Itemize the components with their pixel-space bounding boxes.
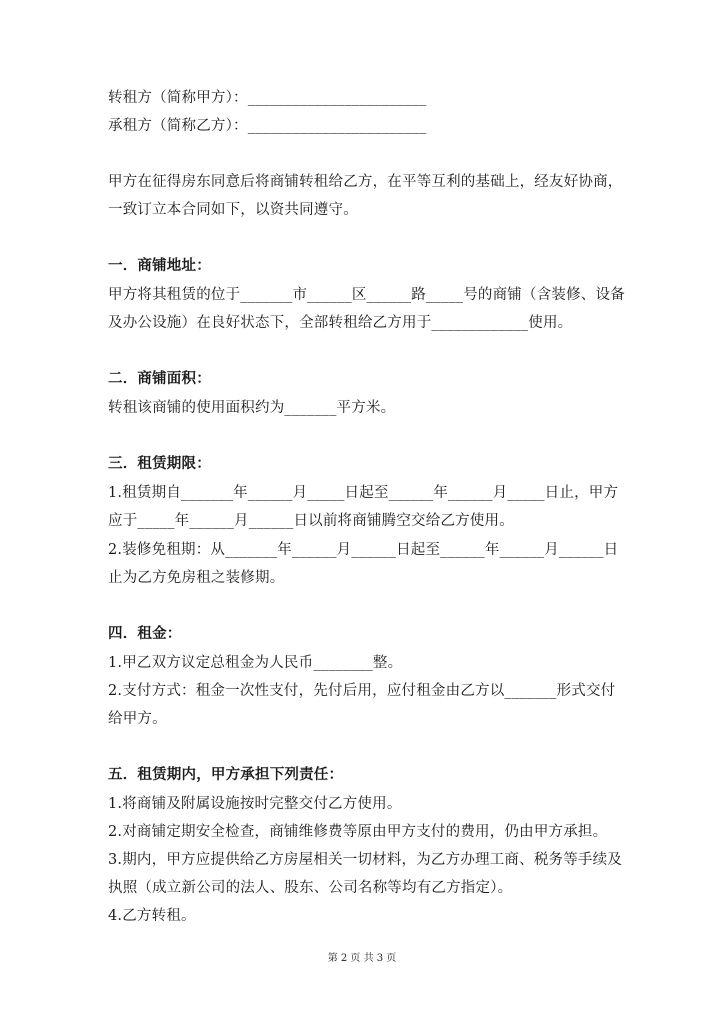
intro-line-1: 甲方在征得房东同意后将商铺转租给乙方，在平等互利的基础上，经友好协商， [108, 174, 623, 190]
section-5-heading: 五．租赁期内，甲方承担下列责任： [108, 766, 344, 783]
section-2-heading: 二．商铺面积： [108, 370, 211, 387]
section-1-line-1: 甲方将其租赁的位于_______市______区______路_____号的商铺（含装修、设备 [108, 287, 625, 303]
section-3-heading: 三．租赁期限： [108, 455, 211, 472]
sublessor-line: 转租方（简称甲方）：________________________ [108, 90, 427, 106]
sublessee-line: 承租方（简称乙方）：________________________ [108, 118, 427, 134]
section-4-line-3: 给甲方。 [108, 711, 167, 727]
section-3-line-2: 应于_____年______月______日以前将商铺腾空交给乙方使用。 [108, 513, 514, 529]
section-4-line-2: 2.支付方式：租金一次性支付，先付后用，应付租金由乙方以_______形式交付 [108, 683, 616, 699]
section-1-line-2: 及办公设施）在良好状态下，全部转租给乙方用于_____________使用。 [108, 315, 573, 331]
intro-line-2: 一致订立本合同如下，以资共同遵守。 [108, 202, 358, 218]
section-2-line-1: 转租该商铺的使用面积约为_______平方米。 [108, 400, 396, 416]
section-5-line-4: 执照（成立新公司的法人、股东、公司名称等均有乙方指定）。 [108, 880, 513, 896]
page-number-footer: 第 2 页 共 3 页 [327, 953, 397, 964]
section-1-heading: 一．商铺地址： [108, 257, 211, 274]
section-5-line-1: 1.将商铺及附属设施按时完整交付乙方使用。 [108, 796, 402, 812]
section-5-line-2: 2.对商铺定期安全检查，商铺维修费等原由甲方支付的费用，仍由甲方承担。 [108, 824, 608, 840]
section-4-line-1: 1.甲乙双方议定总租金为人民币________整。 [108, 655, 403, 671]
section-5-line-5: 4.乙方转租。 [108, 908, 196, 924]
section-3-line-4: 止为乙方免房租之装修期。 [108, 570, 285, 586]
section-5-line-3: 3.期内，甲方应提供给乙方房屋相关一切材料，为乙方办理工商、税务等手续及 [108, 852, 623, 868]
section-3-line-3: 2.装修免租期：从_______年______月______日起至______年______月______日 [108, 542, 619, 558]
section-4-heading: 四．租金： [108, 625, 182, 642]
section-3-line-1: 1.租赁期自_______年______月_____日起至______年______月_____日止，甲方 [108, 485, 619, 501]
